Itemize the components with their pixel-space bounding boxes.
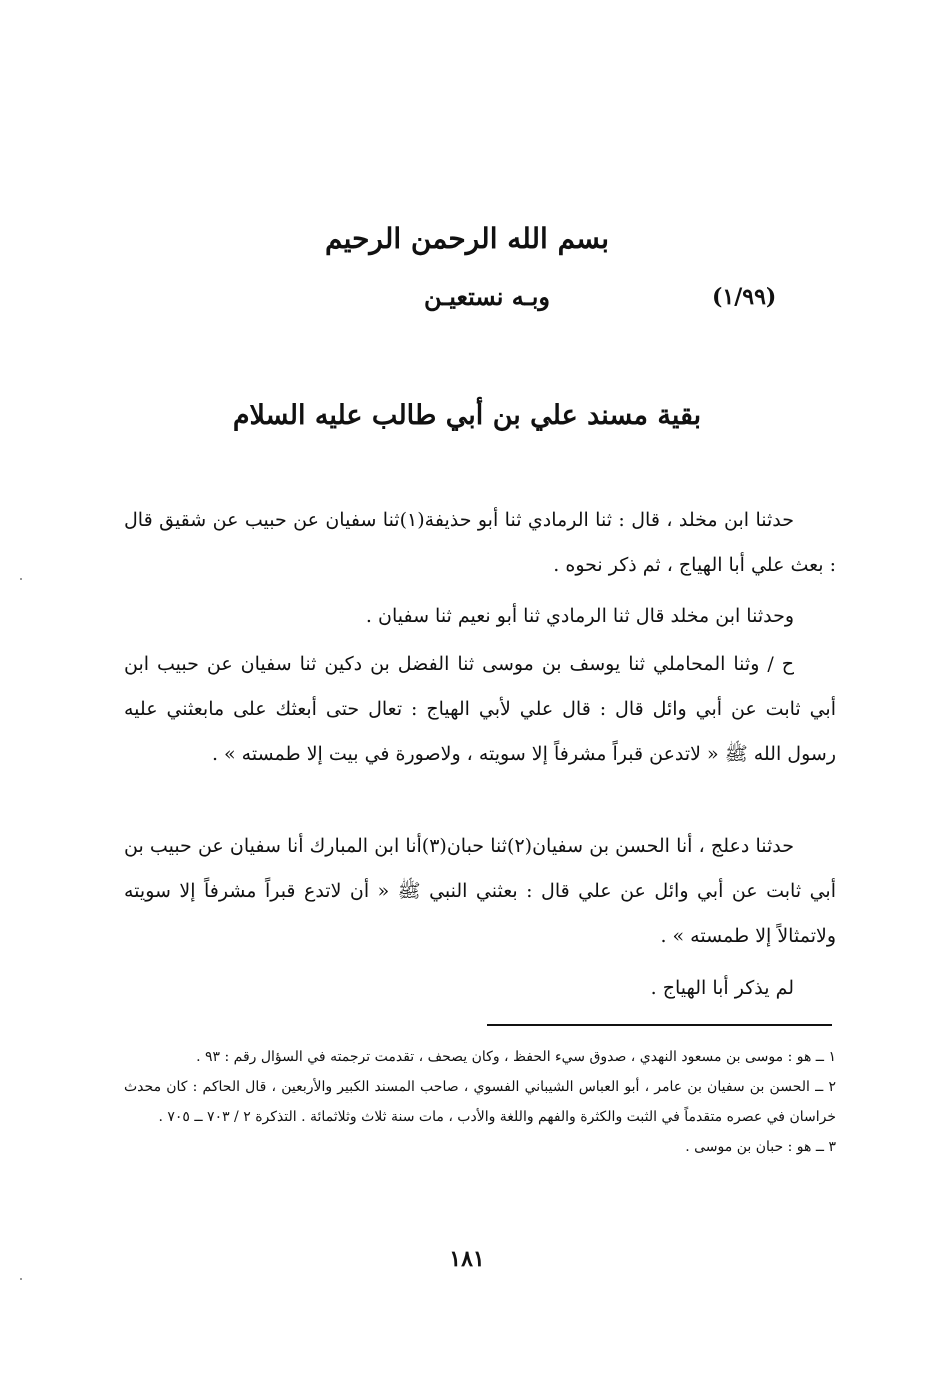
paragraph-text: حدثنا دعلج ، أنا الحسن بن سفيان(٢)ثنا حبان(٣)أنا ابن المبارك أنا سفيان عن حبيب بن أبي ثابت عن أبي وائل عن علي قال : بعثني النبي ﷺ « أن لاتدع قبراً مشرفاً إلا سويته ولاتمثالاً إلا طمسته » .: [124, 835, 836, 947]
body-paragraph-2: [124, 594, 836, 639]
footnote-3: ٣ ــ هو : حبان بن موسى .: [685, 1139, 836, 1155]
footnotes: [124, 1042, 836, 1162]
section-title: بقية مسند علي بن أبي طالب عليه السلام: [232, 400, 702, 431]
footnote-separator: [487, 1024, 832, 1026]
footnote-2: ٢ ــ الحسن بن سفيان بن عامر ، أبو العباس الشيباني الفسوي ، صاحب المسند الكبير والأربعين ، قال الحاكم : كان محدث خراسان في عصره متقدماً في الثبت والكثرة والفهم واللغة والأدب ، مات سنة ثلاث وثلاثمائة . التذكرة ٢ / ٧٠٣ ــ ٧٠٥ .: [124, 1079, 836, 1125]
footnote-1: ١ ــ هو : موسى بن مسعود النهدي ، صدوق سيء الحفظ ، وكان يصحف ، تقدمت ترجمته في السؤال رقم : ٩٣ .: [196, 1049, 836, 1065]
paragraph-text: وحدثنا ابن مخلد قال ثنا الرمادي ثنا أبو نعيم ثنا سفيان .: [365, 605, 794, 627]
basmala: بسم الله الرحمن الرحيم: [325, 222, 609, 255]
paragraph-text: ح / وثنا المحاملي ثنا يوسف بن موسى ثنا الفضل بن دكين ثنا سفيان عن حبيب ابن أبي ثابت عن أبي وائل قال : قال علي لأبي الهياج : تعال حتى أبعثك على مابعثني عليه رسول الله ﷺ « لاتدعن قبراً مشرفاً إلا سويته ، ولاصورة في بيت إلا طمسته » .: [124, 653, 836, 765]
scan-speck: [20, 1278, 22, 1280]
body-paragraph-1: [124, 498, 836, 588]
isti-anah-line: وبـه نستعيـن: [424, 282, 550, 311]
manuscript-reference: (١/٩٩): [712, 284, 777, 310]
body-paragraph-3: [124, 642, 836, 777]
body-paragraph-5: [124, 966, 836, 1011]
scan-speck: [20, 578, 22, 580]
page-number: ١٨١: [449, 1246, 485, 1272]
body-paragraph-4: [124, 824, 836, 959]
paragraph-text: حدثنا ابن مخلد ، قال : ثنا الرمادي ثنا أبو حذيفة(١)ثنا سفيان عن حبيب عن شقيق قال : بعث علي أبا الهياج ، ثم ذكر نحوه .: [124, 509, 836, 576]
paragraph-text: لم يذكر أبا الهياج .: [650, 977, 794, 999]
